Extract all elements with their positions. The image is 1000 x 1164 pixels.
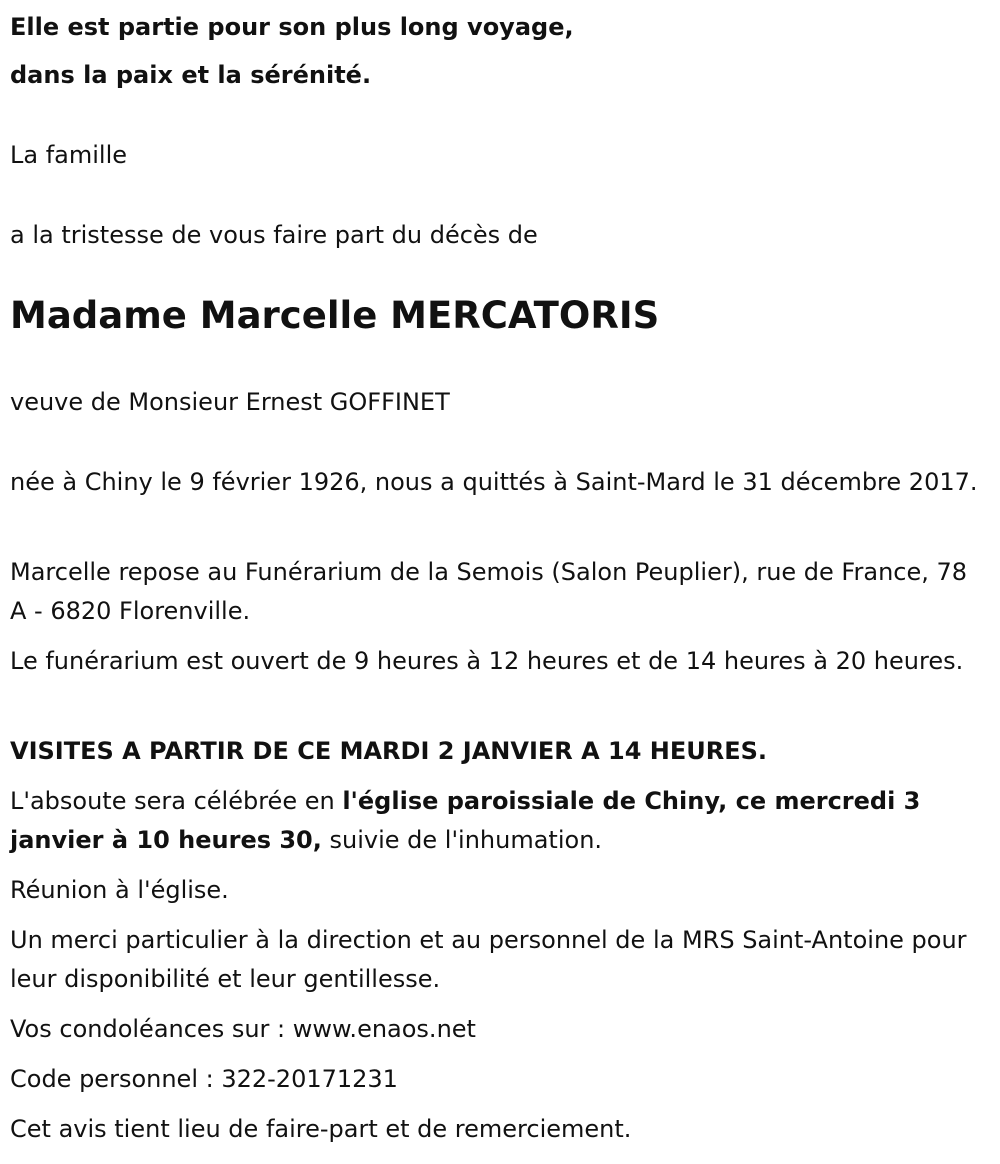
- reunion-text: Réunion à l'église.: [10, 876, 229, 904]
- absoute-prefix: L'absoute sera célébrée en: [10, 787, 343, 815]
- absoute-suffix: suivie de l'inhumation.: [321, 826, 603, 854]
- header-line-2: dans la paix et la sérénité.: [10, 61, 372, 89]
- thanks-text: Un merci particulier à la direction et au personnel de la MRS Saint-Antoine pour leur disponibilité et leur gentillesse.: [10, 926, 967, 993]
- widow-of-text: veuve de Monsieur Ernest GOFFINET: [10, 388, 450, 416]
- repose-text: Marcelle repose au Funérarium de la Semois (Salon Peuplier), rue de France, 78 A - 6820 Florenville.: [10, 558, 968, 625]
- family-text: La famille: [10, 141, 128, 169]
- visits-text: VISITES A PARTIR DE CE MARDI 2 JANVIER A 14 HEURES.: [10, 737, 768, 765]
- birth-death-text: née à Chiny le 9 février 1926, nous a quittés à Saint-Mard le 31 décembre 2017.: [10, 468, 978, 496]
- announcement-text: a la tristesse de vous faire part du décès de: [10, 221, 538, 249]
- header-line-1: Elle est partie pour son plus long voyage,: [10, 13, 574, 41]
- closing-text: Cet avis tient lieu de faire-part et de remerciement.: [10, 1115, 632, 1143]
- absoute-text: [10, 782, 988, 860]
- deceased-name: Madame Marcelle MERCATORIS: [10, 294, 660, 337]
- condolences-text: Vos condoléances sur : www.enaos.net: [10, 1015, 476, 1043]
- absoute-highlight: l'église paroissiale de Chiny, ce mercredi 3 janvier à 10 heures 30,: [10, 787, 921, 854]
- hours-text: Le funérarium est ouvert de 9 heures à 12 heures et de 14 heures à 20 heures.: [10, 647, 964, 675]
- code-text: Code personnel : 322-20171231: [10, 1065, 398, 1093]
